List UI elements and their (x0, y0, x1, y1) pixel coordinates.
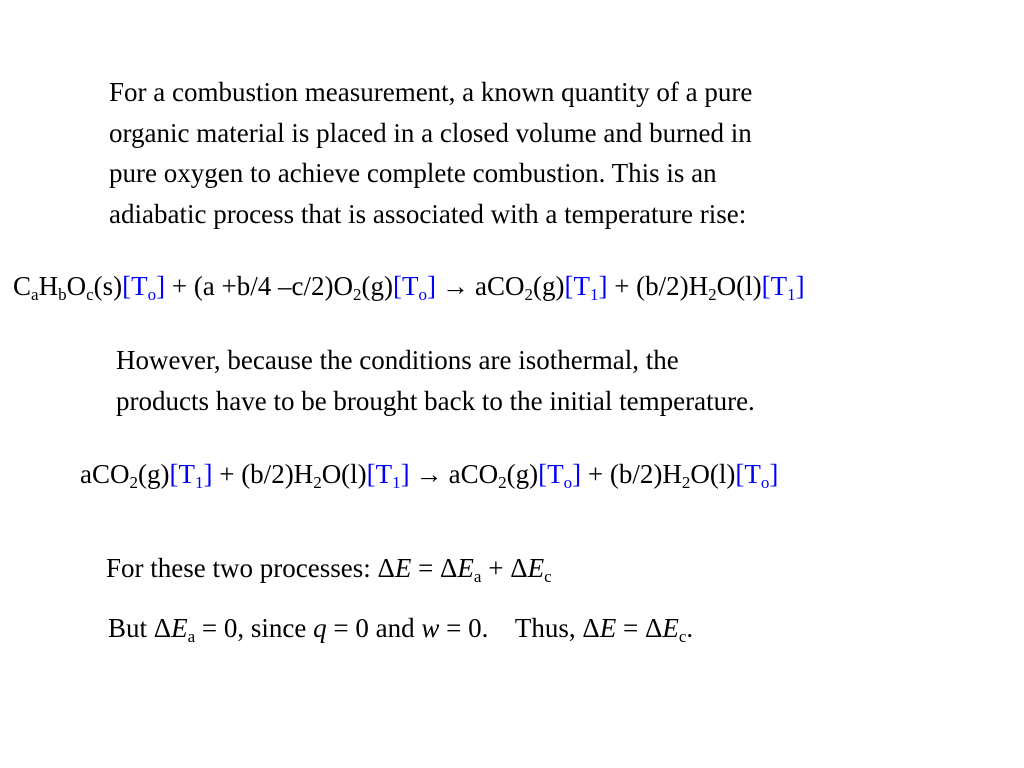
eq1-water-term: + (b/2)H (607, 271, 709, 301)
eq1-sub-b: b (58, 285, 67, 304)
iso-line-2: products have to be brought back to the initial temperature. (116, 385, 755, 416)
eq2-water-term-2: + (b/2)H (581, 459, 682, 489)
eq2-co2-left: aCO (80, 459, 130, 489)
eq1-sub-c: c (86, 285, 94, 304)
eq2-sub-2d: 2 (681, 473, 691, 492)
eq2-sub-2c: 2 (498, 473, 507, 492)
eq2-water-term-1: + (b/2)H (212, 459, 314, 489)
intro-line-1: For a combustion measurement, a known quantity of a pure (109, 77, 753, 107)
eq1-temp-T1-1: $[T_1]$ (564, 271, 608, 304)
eq1-hydrogen: H (38, 271, 59, 301)
eq1-phase-solid: (s) (93, 271, 123, 301)
eq1-co2: aCO (474, 271, 525, 301)
cooling-equation (80, 456, 778, 492)
eq2-arrow-icon: → (415, 459, 443, 489)
eq2-temp-T1-b: $[T_1]$ (366, 459, 410, 492)
eq1-oxygen-term: + (a +b/4 –c/2)O (165, 271, 353, 301)
eq1-sub-a: a (31, 285, 39, 304)
intro-line-4: adiabatic process that is associated with a temperature rise: (109, 198, 747, 229)
eq1-oxygen: O (66, 271, 87, 301)
eq2-water-phase-1: O(l) (321, 459, 367, 489)
eq2-phase-gas-2: (g) (506, 459, 539, 489)
eq1-temp-To-1: $[T_o]$ (122, 271, 166, 304)
combustion-equation (13, 268, 805, 304)
eq2-temp-To-d: $[T_o]$ (735, 459, 779, 492)
iso-line-1: However, because the conditions are isothermal, the (116, 345, 679, 375)
eq1-sub-2b: 2 (524, 285, 533, 304)
eq2-co2-right: aCO (448, 459, 499, 489)
eq1-phase-gas-2: (g) (532, 271, 565, 301)
isothermal-paragraph (116, 340, 956, 421)
eq1-temp-T1-2: $[T_1]$ (761, 271, 805, 304)
eq1-temp-To-2: $[T_o]$ (392, 271, 436, 304)
conclusion-statement: But $\Delta E_a = 0$, since q = 0 and w = 0. Thus, $\Delta E = \Delta E_c$. (108, 613, 694, 646)
eq2-phase-gas-1: (g) (138, 459, 170, 489)
energy-sum-statement: For these two processes: $\Delta E = \Delta E_a + \Delta E_c$ (106, 553, 552, 586)
eq1-sub-2a: 2 (353, 285, 362, 304)
eq1-sub-2c: 2 (708, 285, 717, 304)
eq2-temp-To-c: $[T_o]$ (538, 459, 582, 492)
intro-line-2: organic material is placed in a closed volume and burned in (109, 117, 752, 148)
intro-paragraph (109, 72, 949, 234)
intro-line-3: pure oxygen to achieve complete combustion. This is an (109, 158, 717, 188)
eq1-water-phase: O(l) (716, 271, 762, 301)
eq1-arrow-icon: → (441, 271, 469, 301)
eq2-temp-T1-a: $[T_1]$ (169, 459, 213, 492)
eq1-carbon: C (13, 271, 32, 301)
eq2-sub-2b: 2 (313, 473, 322, 492)
eq1-phase-gas-1: (g) (361, 271, 393, 301)
eq2-sub-2a: 2 (129, 473, 138, 492)
eq2-water-phase-2: O(l) (690, 459, 736, 489)
